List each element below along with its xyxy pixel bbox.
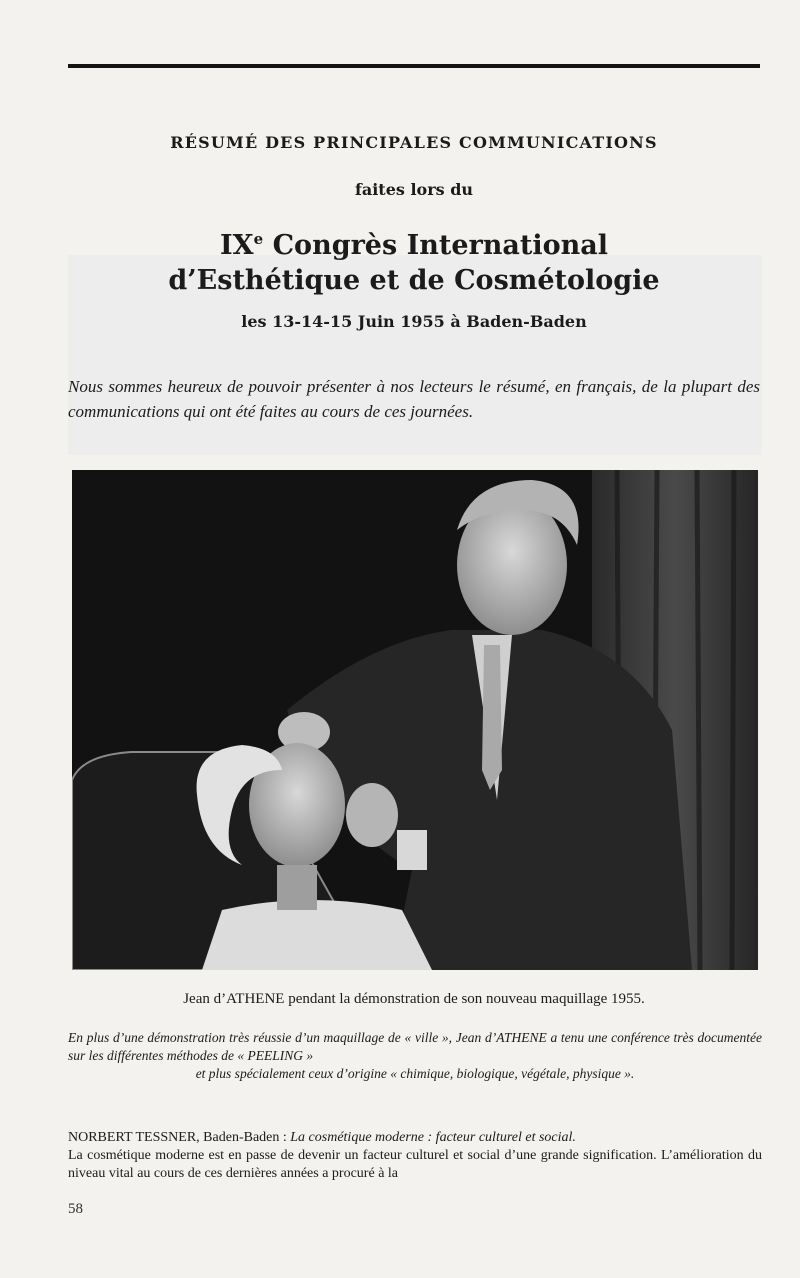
photo-illustration — [72, 470, 758, 970]
congress-title-line1: Congrès International — [263, 230, 608, 261]
note-text: En plus d’une démonstration très réussie d’un maquillage de « ville », Jean d’ATHENE a tenu une conférence très documentée sur les différentes méthodes de « PEELING » — [68, 1030, 762, 1063]
header-title: RÉSUMÉ DES PRINCIPALES COMMUNICATIONS — [170, 133, 658, 152]
congress-title-line2: d’Esthétique et de Cosmétologie — [168, 265, 660, 296]
note-last-line: et plus spécialement ceux d’origine « chimique, biologique, végétale, physique ». — [195, 1066, 635, 1081]
article-body: La cosmétique moderne est en passe de devenir un facteur culturel et social d’une grande signification. L’amélioration du niveau vital au cours de ces dernières années a procuré à la — [68, 1148, 762, 1181]
author-name: NORBERT TESSNER — [68, 1130, 197, 1145]
top-rule — [68, 64, 760, 68]
demonstration-photo — [72, 470, 758, 970]
author-location: , Baden-Baden : — [196, 1130, 291, 1145]
article-heading — [68, 1129, 762, 1147]
congress-superscript: e — [253, 230, 264, 248]
header-subtitle: faites lors du — [354, 180, 474, 199]
article-title: La cosmétique moderne : facteur culturel et social. — [290, 1130, 576, 1145]
note-paragraph — [68, 1029, 762, 1083]
congress-title — [68, 222, 760, 298]
intro-paragraph: Nous sommes heureux de pouvoir présenter à nos lecteurs le résumé, en français, de la plupart des communications qui ont été faites au cours de ces journées. — [68, 377, 760, 421]
congress-dates: les 13-14-15 Juin 1955 à Baden-Baden — [241, 312, 587, 331]
congress-numeral: IX — [220, 230, 254, 261]
photo-caption: Jean d’ATHENE pendant la démonstration de son nouveau maquillage 1955. — [183, 991, 645, 1007]
page-number: 58 — [68, 1201, 83, 1217]
